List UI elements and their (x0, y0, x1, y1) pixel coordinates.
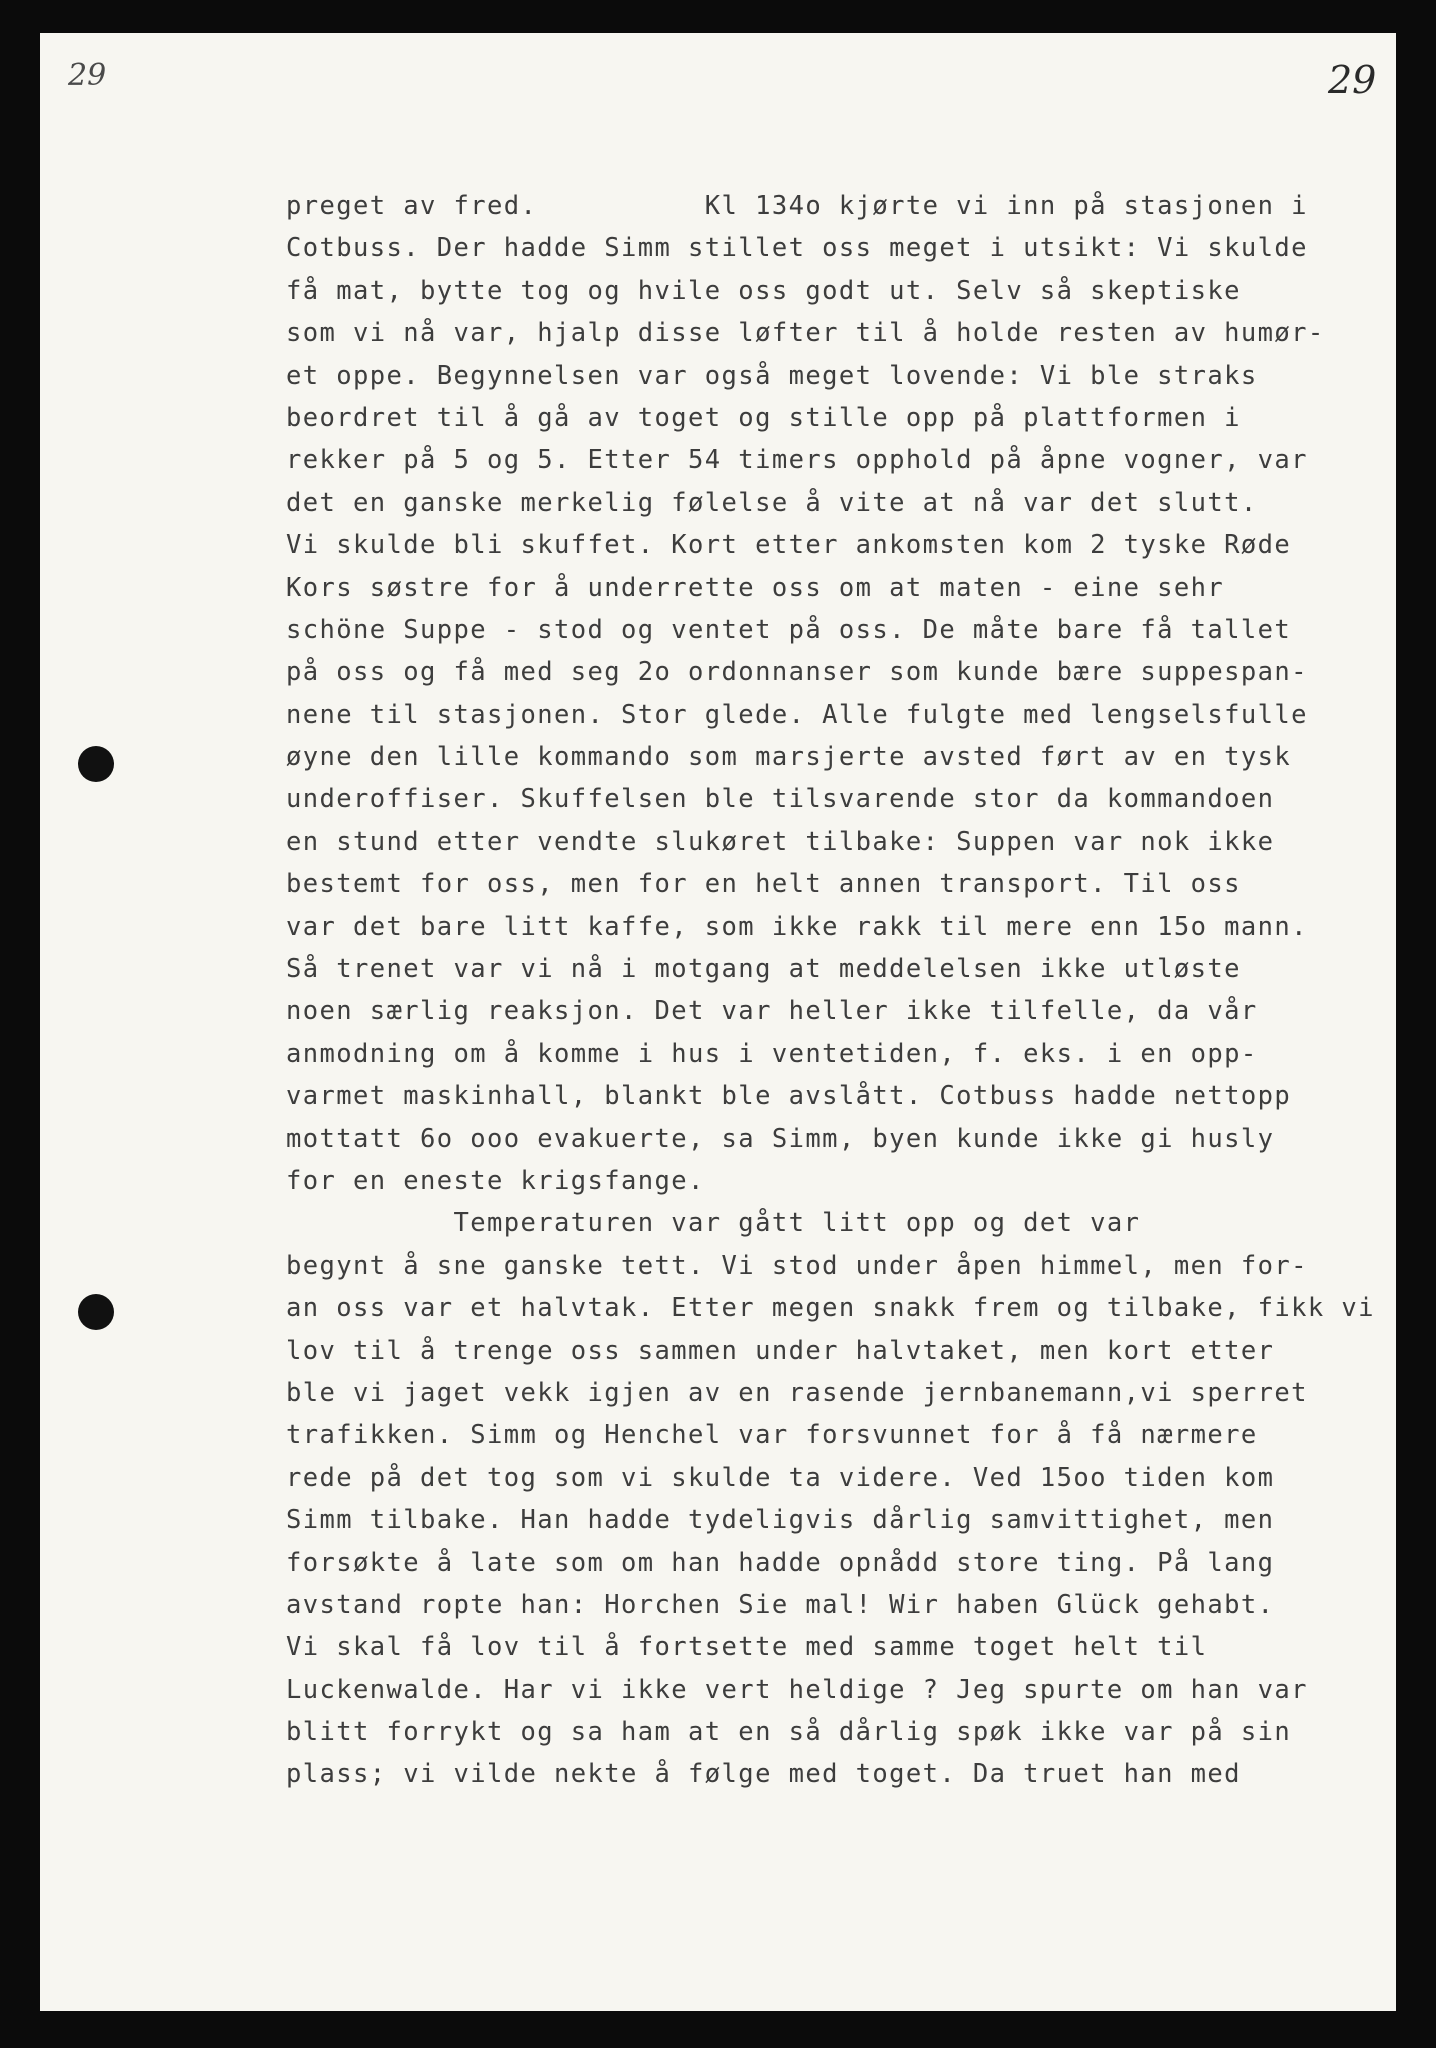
text-line: avstand ropte han: Horchen Sie mal! Wir haben Glück gehabt. (286, 1589, 1275, 1620)
text-line: forsøkte å late som om han hadde opnådd store ting. På lang (286, 1547, 1275, 1578)
text-line: underoffiser. Skuffelsen ble tilsvarende stor da kommandoen (286, 784, 1275, 815)
text-line: Simm tilbake. Han hadde tydeligvis dårlig samvittighet, men (286, 1505, 1275, 1536)
text-line: nene til stasjonen. Stor glede. Alle fulgte med lengselsfulle (286, 699, 1308, 730)
text-line: Vi skulde bli skuffet. Kort etter ankomsten kom 2 tyske Røde (286, 530, 1292, 561)
text-line: Temperaturen var gått litt opp og det var (286, 1208, 1141, 1239)
text-line: begynt å sne ganske tett. Vi stod under åpen himmel, men for- (286, 1250, 1308, 1281)
text-line: Vi skal få lov til å fortsette med samme toget helt til (286, 1632, 1208, 1663)
text-line: mottatt 6o ooo evakuerte, sa Simm, byen kunde ikke gi husly (286, 1123, 1275, 1154)
text-line: noen særlig reaksjon. Det var heller ikke tilfelle, da vår (286, 996, 1258, 1027)
text-line: på oss og få med seg 2o ordonnanser som kunde bære suppespan- (286, 657, 1308, 688)
text-line: blitt forrykt og sa ham at en så dårlig spøk ikke var på sin (286, 1717, 1292, 1748)
text-line: for en eneste krigsfange. (286, 1165, 705, 1196)
punch-hole-top (78, 746, 114, 782)
text-line: beordret til å gå av toget og stille opp på plattformen i (286, 402, 1241, 433)
text-line: Kors søstre for å underrette oss om at maten - eine sehr (286, 572, 1225, 603)
text-line: var det bare litt kaffe, som ikke rakk til mere enn 15o mann. (286, 911, 1308, 942)
document-page (40, 33, 1396, 2011)
text-line: øyne den lille kommando som marsjerte avsted ført av en tysk (286, 742, 1292, 773)
text-line: rekker på 5 og 5. Etter 54 timers opphold på åpne vogner, var (286, 445, 1308, 476)
text-line: ble vi jaget vekk igjen av en rasende jernbanemann,vi sperret (286, 1377, 1308, 1408)
text-line: et oppe. Begynnelsen var også meget lovende: Vi ble straks (286, 360, 1258, 391)
text-line: rede på det tog som vi skulde ta videre. Ved 15oo tiden kom (286, 1462, 1275, 1493)
typed-body-text (286, 185, 1396, 1796)
text-line: plass; vi vilde nekte å følge med toget. Da truet han med (286, 1759, 1241, 1790)
punch-hole-bottom (78, 1294, 114, 1330)
text-line: preget av fred. Kl 134o kjørte vi inn på stasjonen i (286, 191, 1308, 221)
text-line: Luckenwalde. Har vi ikke vert heldige ? Jeg spurte om han var (286, 1674, 1308, 1705)
text-line: trafikken. Simm og Henchel var forsvunnet for å få nærmere (286, 1420, 1258, 1451)
text-line: varmet maskinhall, blankt ble avslått. Cotbuss hadde nettopp (286, 1081, 1292, 1112)
text-line: få mat, bytte tog og hvile oss godt ut. Selv så skeptiske (286, 275, 1241, 306)
text-line: schöne Suppe - stod og ventet på oss. De måte bare få tallet (286, 614, 1292, 645)
text-line: Cotbuss. Der hadde Simm stillet oss meget i utsikt: Vi skulde (286, 233, 1308, 264)
text-line: bestemt for oss, men for en helt annen transport. Til oss (286, 869, 1241, 900)
text-line: anmodning om å komme i hus i ventetiden, f. eks. i en opp- (286, 1038, 1258, 1069)
page-number-left: 29 (68, 58, 107, 93)
text-line: an oss var et halvtak. Etter megen snakk frem og tilbake, fikk vi (286, 1293, 1375, 1324)
text-line: en stund etter vendte slukøret tilbake: Suppen var nok ikke (286, 826, 1275, 857)
page-number-right: 29 (1328, 58, 1377, 102)
text-line: lov til å trenge oss sammen under halvtaket, men kort etter (286, 1335, 1275, 1366)
text-line: som vi nå var, hjalp disse løfter til å holde resten av humør- (286, 318, 1325, 349)
text-line: det en ganske merkelig følelse å vite at nå var det slutt. (286, 487, 1258, 518)
text-line: Så trenet var vi nå i motgang at meddelelsen ikke utløste (286, 954, 1241, 985)
